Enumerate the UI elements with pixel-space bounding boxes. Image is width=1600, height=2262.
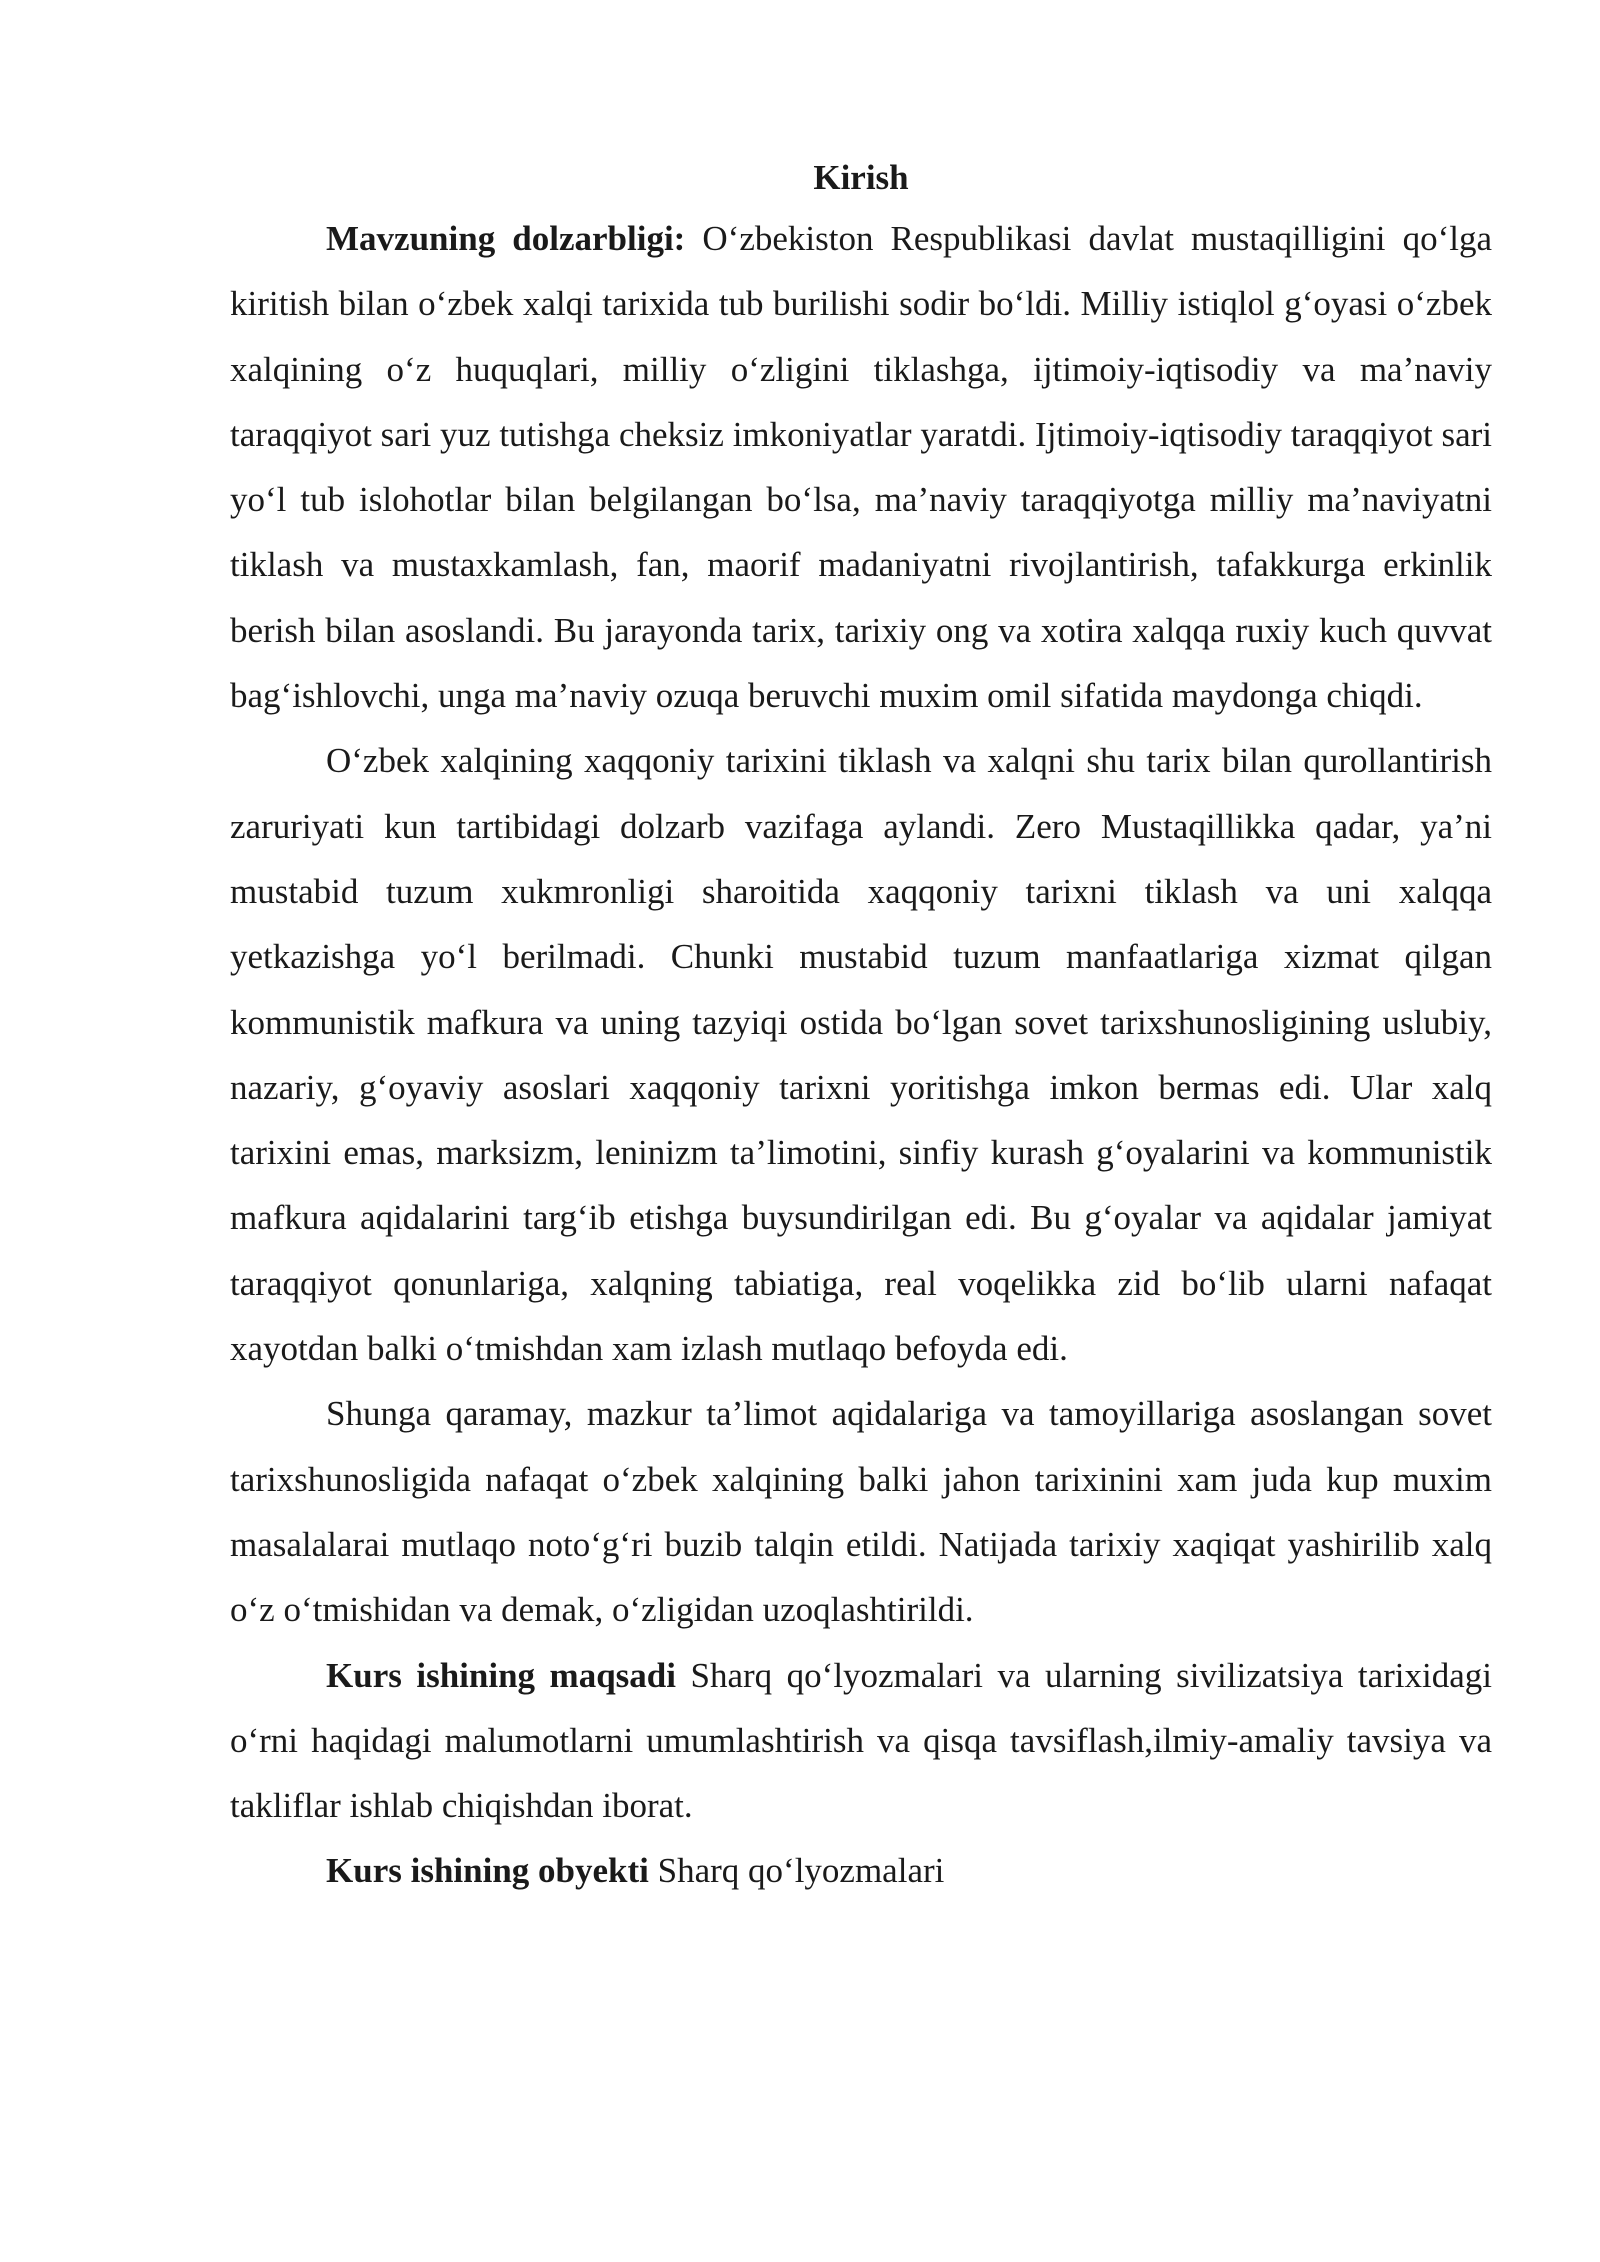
document-body (230, 150, 1492, 1904)
paragraph-lead: Kurs ishining obyekti (326, 1851, 649, 1891)
paragraph-text: O‘zbek xalqining xaqqoniy tarixini tiklash va xalqni shu tarix bilan qurollantirish zaruriyati kun tartibidagi dolzarb vazifaga aylandi. Zero Mustaqillikka qadar, ya’ni mustabid tuzum xukmronligi sharoitida xaqqoniy tarixni tiklash va uni xalqqa yetkazishga yo‘l berilmadi. Chunki mustabid tuzum manfaatlariga xizmat qilgan kommunistik mafkura va uning tazyiqi ostida bo‘lgan sovet tarixshunosligining uslubiy, nazariy, g‘oyaviy asoslari xaqqoniy tarixni yoritishga imkon bermas edi. Ular xalq tarixini emas, marksizm, leninizm ta’limotini, sinfiy kurash g‘oyalarini va kommunistik mafkura aqidalarini targ‘ib etishga buysundirilgan edi. Bu g‘oyalar va aqidalar jamiyat taraqqiyot qonunlariga, xalqning tabiatiga, real voqelikka zid bo‘lib ularni nafaqat xayotdan balki o‘tmishdan xam izlash mutlaqo befoyda edi. (230, 741, 1492, 1369)
paragraph-text: Shunga qaramay, mazkur ta’limot aqidalariga va tamoyillariga asoslangan sovet tarixshunosligida nafaqat o‘zbek xalqining balki jahon tarixinini xam juda kup muxim masalalarai mutlaqo noto‘g‘ri buzib talqin etildi. Natijada tarixiy xaqiqat yashirilib xalq o‘z o‘tmishidan va demak, o‘zligidan uzoqlashtirildi. (230, 1394, 1492, 1630)
paragraph-lead: Mavzuning dolzarbligi: (326, 219, 686, 258)
paragraph-soviet-historiography (230, 1381, 1492, 1642)
paragraph-text: O‘zbekiston Respublikasi davlat mustaqilligini qo‘lga kiritish bilan o‘zbek xalqi tarixida tub burilishi sodir bo‘ldi. Milliy istiqlol g‘oyasi o‘zbek xalqining o‘z huquqlari, milliy o‘zligini tiklashga, ijtimoiy-iqtisodiy va ma’naviy taraqqiyot sari yuz tutishga cheksiz imkoniyatlar yaratdi. Ijtimoiy-iqtisodiy taraqqiyot sari yo‘l tub islohotlar bilan belgilangan bo‘lsa, ma’naviy taraqqiyotga milliy ma’naviyatni tiklash va mustaxkamlash, fan, maorif madaniyatni rivojlantirish, tafakkurga erkinlik berish bilan asoslandi. Bu jarayonda tarix, tarixiy ong va xotira xalqqa ruxiy kuch quvvat bag‘ishlovchi, unga ma’naviy ozuqa beruvchi muxim omil sifatida maydonga chiqdi. (230, 219, 1492, 716)
paragraph-relevance (230, 206, 1492, 728)
paragraph-object (230, 1838, 1492, 1903)
paragraph-history (230, 728, 1492, 1381)
paragraph-text: Sharq qo‘lyozmalari (648, 1851, 945, 1891)
page-title: Kirish (813, 158, 909, 197)
paragraph-text: Sharq qo‘lyozmalari va ularning sivilizatsiya tarixidagi o‘rni haqidagi malumotlarni umumlashtirish va qisqa tavsiflash,ilmiy-amaliy tavsiya va takliflar ishlab chiqishdan iborat. (230, 1655, 1492, 1826)
paragraph-lead: Kurs ishining maqsadi (326, 1655, 676, 1695)
paragraph-aim (230, 1643, 1492, 1839)
